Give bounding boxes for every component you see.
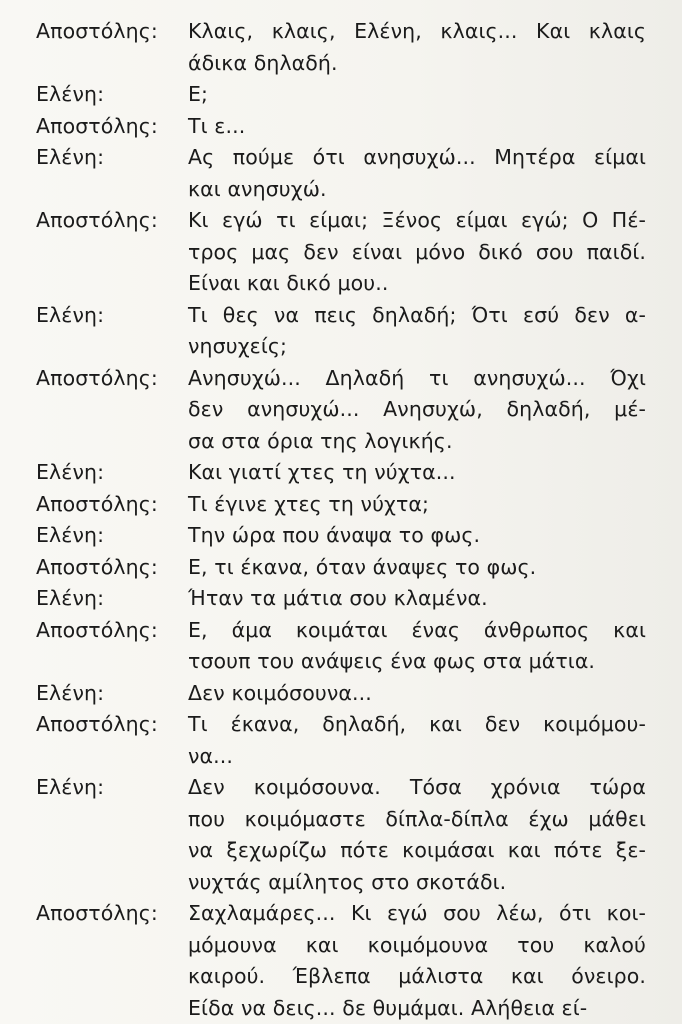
speech-line: Σαχλαμάρες... Κι εγώ σου λέω, ότι κοι- (188, 901, 646, 925)
dialogue-turn (36, 363, 646, 458)
speech-line: Δεν κοιμόσουνα... (188, 680, 372, 705)
speech-line: Είδα να δεις... δε θυμάμαι. Αλήθεια εί- (188, 995, 588, 1020)
speech-text (188, 111, 646, 143)
dialogue-turn (36, 678, 646, 710)
dialogue-turn (36, 520, 646, 552)
speech-line: Τι θες να πεις δηλαδή; Ότι εσύ δεν α- (188, 302, 646, 327)
dialogue-turn (36, 489, 646, 521)
speech-line: Κλαις, κλαις, Ελένη, κλαις... Και κλαις (188, 19, 646, 43)
speech-text (188, 16, 646, 79)
dialogue-turn (36, 205, 646, 300)
speaker-name: Ελένη: (36, 680, 105, 705)
speech-text (188, 678, 646, 710)
speech-text (188, 300, 646, 363)
speech-line: νησυχείς; (188, 334, 287, 358)
speaker-name: Αποστόλης: (36, 208, 158, 232)
speech-text (188, 142, 646, 205)
speech-line: Τι ε... (188, 113, 246, 138)
speech-text (188, 552, 646, 584)
speaker-name: Ελένη: (36, 523, 105, 547)
dialogue-turn (36, 16, 646, 79)
speaker-name: Ελένη: (36, 145, 105, 169)
dialogue-turn (36, 772, 646, 898)
speech-line: τρος μας δεν είναι μόνο δικό σου παιδί. (188, 239, 646, 264)
speech-text (188, 457, 646, 489)
speech-line: Ε, τι έκανα, όταν άναψες το φως. (188, 554, 537, 579)
speech-text (188, 898, 646, 1024)
speech-line: δεν ανησυχώ... Ανησυχώ, δηλαδή, μέ- (188, 397, 646, 421)
speech-text (188, 583, 646, 615)
dialogue-turn (36, 111, 646, 143)
dialogue-turn (36, 583, 646, 615)
speech-text (188, 489, 646, 521)
speech-text (188, 205, 646, 300)
speech-line: Κι εγώ τι είμαι; Ξένος είμαι εγώ; Ο Πέ- (188, 208, 646, 232)
speech-line: να... (188, 743, 234, 768)
speaker-name: Αποστόλης: (36, 19, 158, 43)
speaker-name: Ελένη: (36, 460, 105, 484)
speaker-name: Αποστόλης: (36, 712, 158, 736)
speech-line: νυχτάς αμίλητος στο σκοτάδι. (188, 869, 507, 894)
dialogue-turn (36, 615, 646, 678)
speech-line: Ε; (188, 82, 209, 106)
dialogue-turn (36, 709, 646, 772)
speech-line: που κοιμόμαστε δίπλα-δίπλα έχω μάθει (188, 806, 646, 831)
dialogue-turn (36, 898, 646, 1024)
speech-text (188, 615, 646, 678)
speaker-name: Ελένη: (36, 302, 105, 327)
speech-line: τσουπ του ανάψεις ένα φως στα μάτια. (188, 649, 596, 673)
speech-text (188, 79, 646, 111)
speech-line: Και γιατί χτες τη νύχτα... (188, 460, 456, 484)
speaker-name: Ελένη: (36, 82, 105, 106)
speech-line: Ανησυχώ... Δηλαδή τι ανησυχώ... Όχι (188, 365, 646, 390)
speech-text (188, 772, 646, 898)
speech-line: Ήταν τα μάτια σου κλαμένα. (188, 586, 488, 610)
speech-line: μόμουνα και κοιμόμουνα του καλού (188, 932, 646, 957)
speech-line: Δεν κοιμόσουνα. Τόσα χρόνια τώρα (188, 775, 646, 799)
speaker-name: Αποστόλης: (36, 554, 158, 579)
dialogue-turn (36, 552, 646, 584)
dialogue-turn (36, 142, 646, 205)
speech-text (188, 363, 646, 458)
speech-line: Τι έγινε χτες τη νύχτα; (188, 491, 430, 516)
speaker-name: Αποστόλης: (36, 617, 158, 642)
dialogue-turn (36, 457, 646, 489)
speech-line: καιρού. Έβλεπα μάλιστα και όνειρο. (188, 964, 646, 988)
speech-line: Είναι και δικό μου.. (188, 271, 389, 295)
speaker-name: Ελένη: (36, 775, 105, 799)
speaker-name: Ελένη: (36, 586, 105, 610)
speech-text (188, 520, 646, 552)
speech-line: Τι έκανα, δηλαδή, και δεν κοιμόμου- (188, 712, 646, 736)
speech-line: Την ώρα που άναψα το φως. (188, 523, 481, 547)
speech-line: να ξεχωρίζω πότε κοιμάσαι και πότε ξε- (188, 838, 646, 862)
speaker-name: Αποστόλης: (36, 365, 158, 390)
dialogue-turn (36, 300, 646, 363)
speaker-name: Αποστόλης: (36, 901, 158, 925)
speech-line: σα στα όρια της λογικής. (188, 428, 453, 453)
dialogue-script (36, 16, 646, 1024)
speech-line: Ε, άμα κοιμάται ένας άνθρωπος και (188, 617, 646, 642)
speaker-name: Αποστόλης: (36, 113, 158, 138)
speech-text (188, 709, 646, 772)
dialogue-turn (36, 79, 646, 111)
speech-line: και ανησυχώ. (188, 176, 327, 201)
speech-line: Ας πούμε ότι ανησυχώ... Μητέρα είμαι (188, 145, 646, 169)
speech-line: άδικα δηλαδή. (188, 50, 338, 75)
speaker-name: Αποστόλης: (36, 491, 158, 516)
